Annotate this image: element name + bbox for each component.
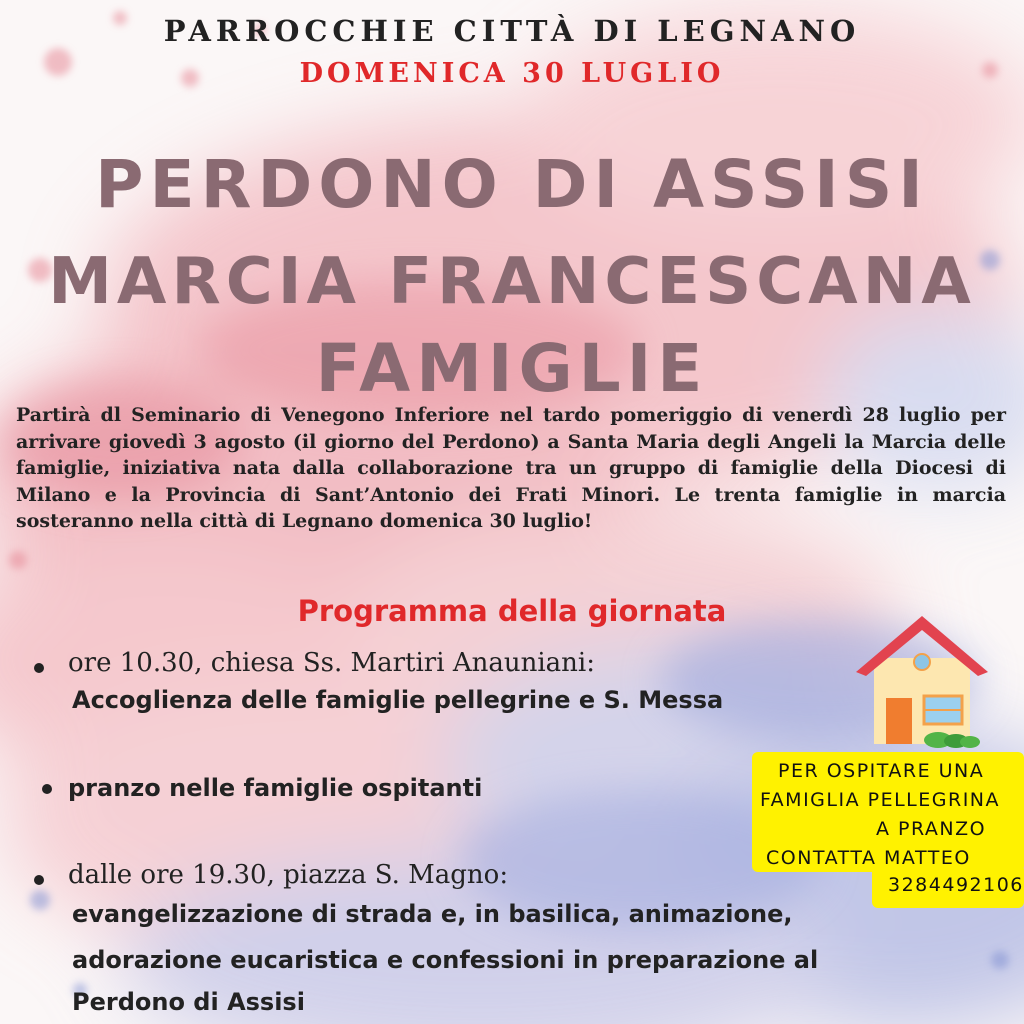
callout-line-4: CONTATTA MATTEO [766,847,971,869]
program-item-activity: adorazione eucaristica e confessioni in preparazione al [72,946,819,974]
bullet [34,663,44,673]
callout-phone: 3284492106 [888,874,1024,896]
organization-name: PARROCCHIE CITTÀ DI LEGNANO [163,14,861,48]
bullet [42,784,52,794]
program-item-activity: evangelizzazione di strada e, in basilica, animazione, [72,900,793,928]
hosting-callout [752,752,1024,908]
program-item-detail: ore 10.30, chiesa Ss. Martiri Anauniani: [68,648,595,678]
house-icon [852,610,992,750]
program-item-activity: pranzo nelle famiglie ospitanti [68,774,483,802]
event-date: DOMENICA 30 LUGLIO [299,58,725,89]
intro-paragraph: Partirà dl Seminario di Venegono Inferiore nel tardo pomeriggio di venerdì 28 luglio per arrivare giovedì 3 agosto (il giorno del Perdono) a Santa Maria degli Angeli la Marcia delle famiglie, iniziativa nata dalla collaborazione tra un gruppo di famiglie della Diocesi di Milano e la Provincia di Sant’Antonio dei Frati Minori. Le trenta famiglie in marcia sosteranno nella città di Legnano domenica 30 luglio! [16,404,1006,532]
callout-line-2: FAMIGLIA PELLEGRINA [760,789,1001,811]
program-item-activity: Accoglienza delle famiglie pellegrine e S. Messa [72,686,724,714]
bullet [34,875,44,885]
title-line-1: PERDONO DI ASSISI [95,146,929,223]
callout-line-1: PER OSPITARE UNA [778,760,985,782]
title-line-3: FAMIGLIE [315,330,709,407]
title-line-2: MARCIA FRANCESCANA [48,245,976,319]
callout-line-3: A PRANZO [876,818,987,840]
program-heading: Programma della giornata [297,594,727,628]
program-item-detail: dalle ore 19.30, piazza S. Magno: [68,860,509,890]
program-item-activity: Perdono di Assisi [72,988,305,1016]
